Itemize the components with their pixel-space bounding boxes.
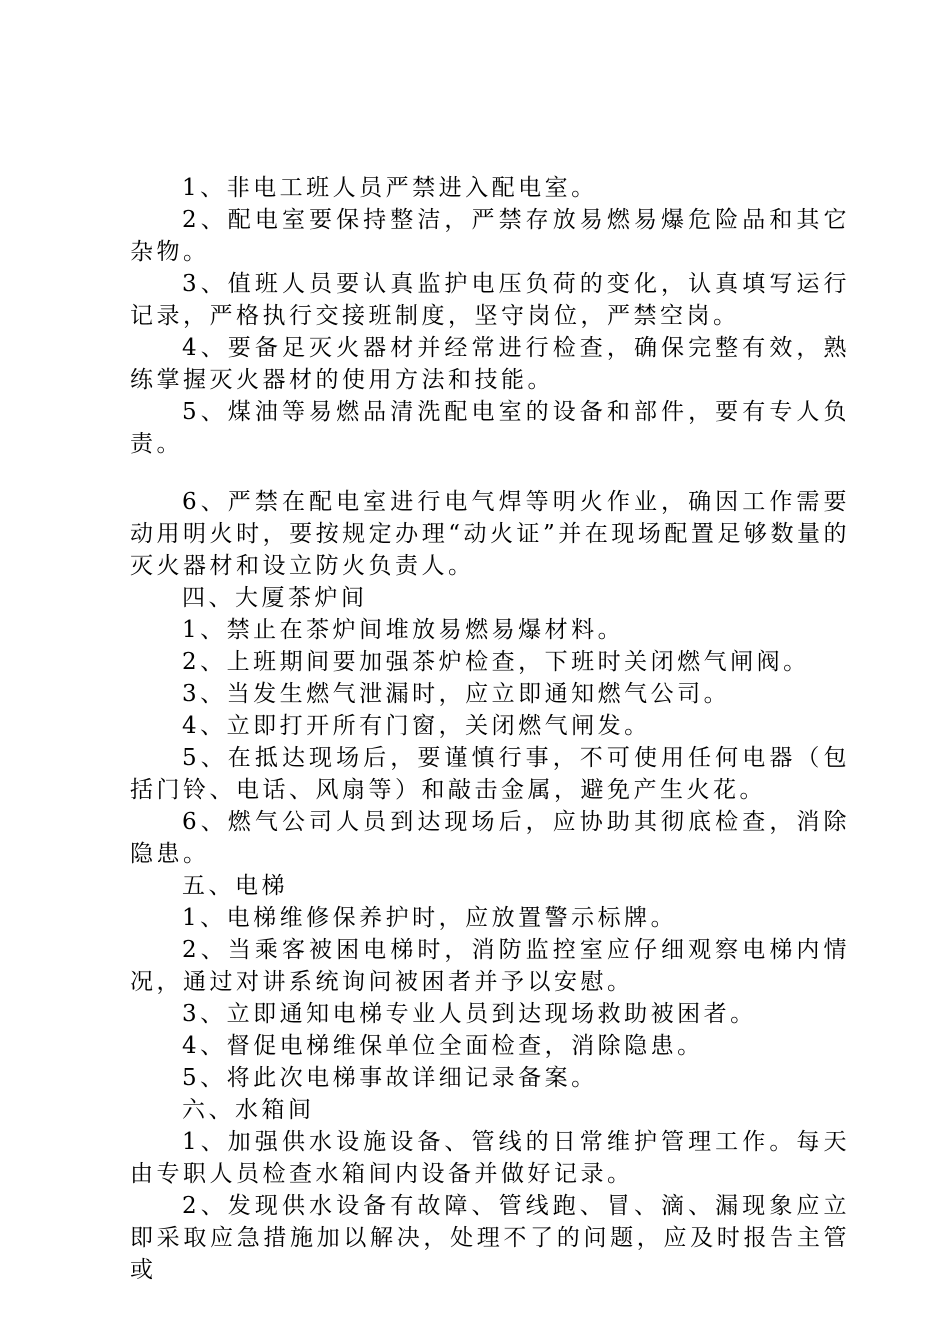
- section-heading-water-tank-room: 六、水箱间: [182, 1097, 315, 1123]
- paragraph-water-tank-1: 1、加强供水设施设备、管线的日常维护管理工作。每天由专职人员检查水箱间内设备并做好记录。: [130, 1129, 850, 1187]
- document-body: [130, 172, 850, 1286]
- paragraph-power-room-5: 5、煤油等易燃品清洗配电室的设备和部件，要有专人负责。: [130, 399, 850, 457]
- paragraph-tea-room-6: 6、燃气公司人员到达现场后，应协助其彻底检查，消除隐患。: [130, 809, 850, 867]
- paragraph-elevator-4: 4、督促电梯维保单位全面检查，消除隐患。: [182, 1033, 704, 1059]
- paragraph-elevator-3: 3、立即通知电梯专业人员到达现场救助被困者。: [182, 1001, 757, 1027]
- paragraph-power-room-1: 1、非电工班人员严禁进入配电室。: [182, 175, 598, 201]
- paragraph-elevator-5: 5、将此次电梯事故详细记录备案。: [182, 1065, 598, 1091]
- paragraph-elevator-2: 2、当乘客被困电梯时，消防监控室应仔细观察电梯内情况，通过对讲系统询问被困者并予以安慰。: [130, 937, 850, 995]
- paragraph-tea-room-4: 4、立即打开所有门窗，关闭燃气闸发。: [182, 713, 651, 739]
- section-heading-elevator: 五、电梯: [182, 873, 288, 899]
- paragraph-tea-room-5: 5、在抵达现场后，要谨慎行事，不可使用任何电器（包括门铃、电话、风扇等）和敲击金属，避免产生火花。: [130, 745, 850, 803]
- paragraph-tea-room-3: 3、当发生燃气泄漏时，应立即通知燃气公司。: [182, 681, 731, 707]
- paragraph-power-room-2: 2、配电室要保持整洁，严禁存放易燃易爆危险品和其它杂物。: [130, 207, 850, 265]
- paragraph-tea-room-2: 2、上班期间要加强茶炉检查，下班时关闭燃气闸阀。: [182, 649, 810, 675]
- paragraph-water-tank-2: 2、发现供水设备有故障、管线跑、冒、滴、漏现象应立即采取应急措施加以解决，处理不了的问题，应及时报告主管或: [130, 1193, 850, 1283]
- paragraph-power-room-6: 6、严禁在配电室进行电气焊等明火作业，确因工作需要动用明火时，要按规定办理“动火证”并在现场配置足够数量的灭火器材和设立防火负责人。: [130, 489, 850, 579]
- section-heading-tea-boiler-room: 四、大厦茶炉间: [182, 585, 368, 611]
- paragraph-elevator-1: 1、电梯维修保养护时，应放置警示标牌。: [182, 905, 678, 931]
- paragraph-power-room-3: 3、值班人员要认真监护电压负荷的变化，认真填写运行记录，严格执行交接班制度，坚守岗位，严禁空岗。: [130, 271, 850, 329]
- paragraph-tea-room-1: 1、禁止在茶炉间堆放易燃易爆材料。: [182, 617, 625, 643]
- paragraph-power-room-4: 4、要备足灭火器材并经常进行检查，确保完整有效，熟练掌握灭火器材的使用方法和技能。: [130, 335, 850, 393]
